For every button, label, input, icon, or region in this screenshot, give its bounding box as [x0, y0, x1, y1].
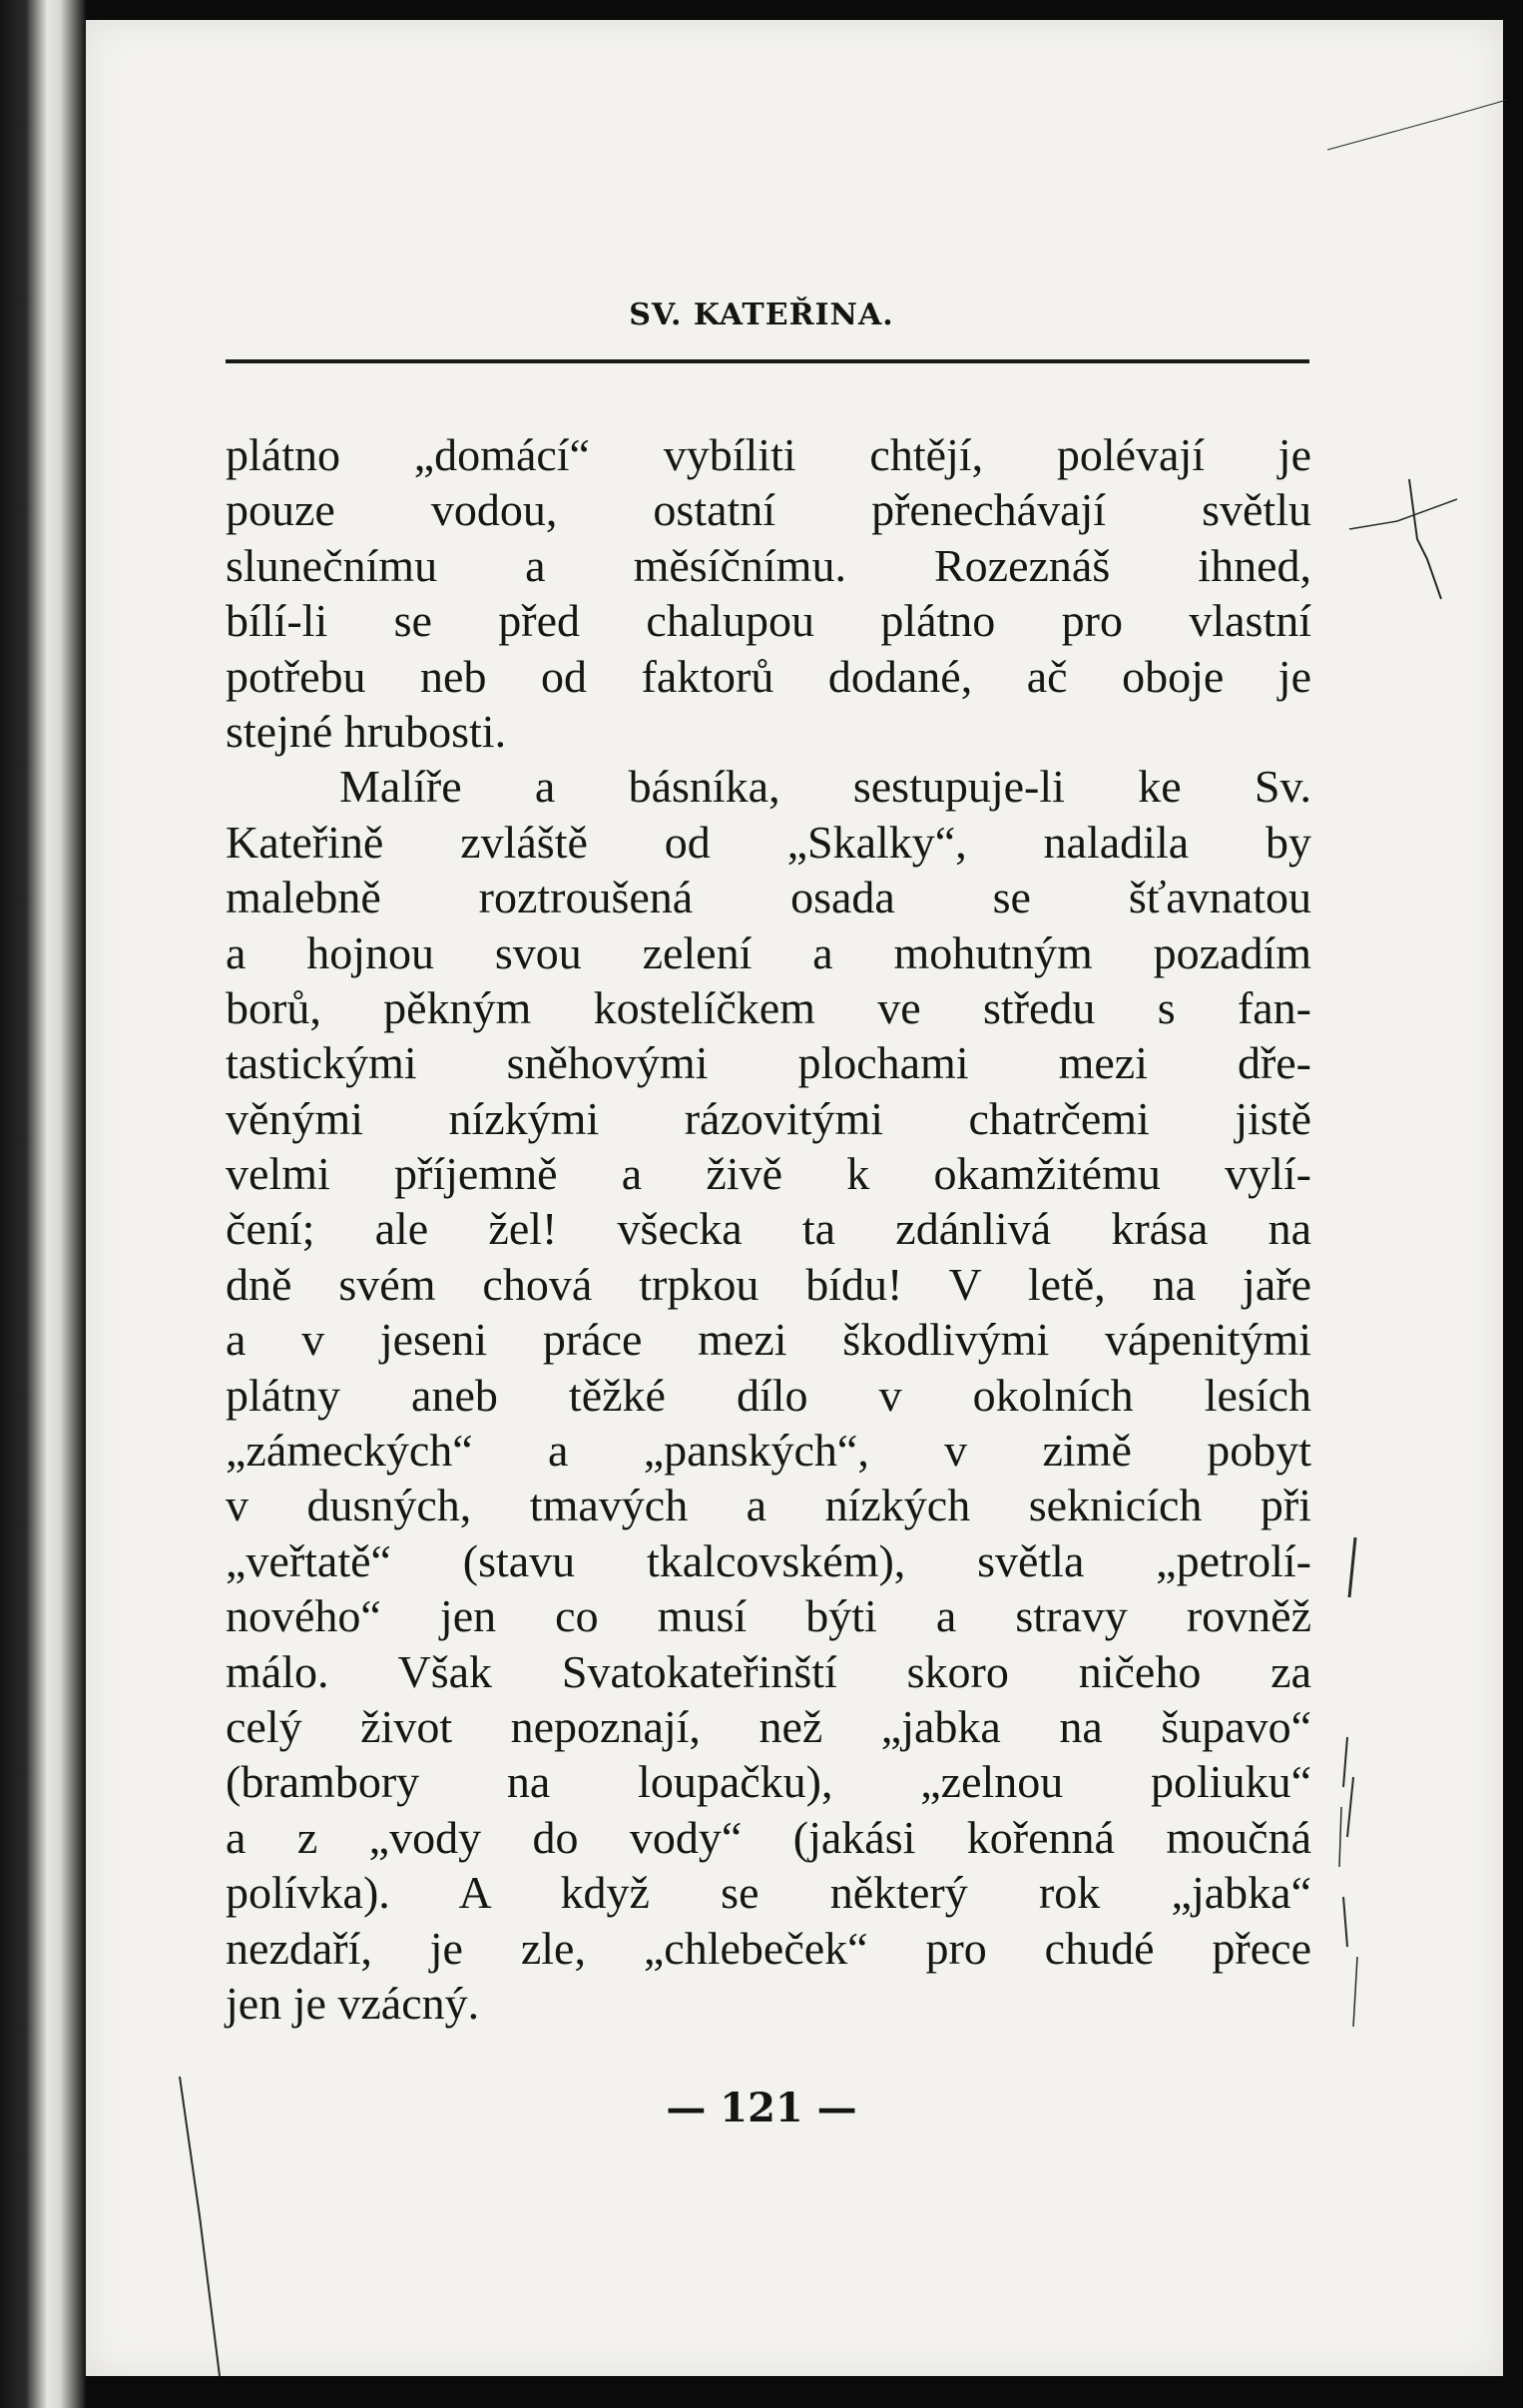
- text-line: stejné hrubosti.: [226, 705, 507, 757]
- text-line: Malíře a básníka, sestupuje-li ke Sv.: [339, 761, 1311, 813]
- header-rule: [226, 359, 1309, 363]
- text-line: a v jeseni práce mezi škodlivými vápenitými: [226, 1314, 1311, 1366]
- text-line: malebně roztroušená osada se šťavnatou: [226, 872, 1311, 923]
- text-line: čení; ale žel! všecka ta zdánlivá krása na: [226, 1203, 1311, 1255]
- text-line: jen je vzácný.: [226, 1977, 480, 2029]
- running-head: SV. KATEŘINA.: [629, 298, 894, 332]
- text-line: „veřtatě“ (stavu tkalcovském), světla „petrolí-: [226, 1534, 1311, 1586]
- text-line: a z „vody do vody“ (jakási kořenná moučná: [226, 1811, 1311, 1863]
- text-line: Kateřině zvláště od „Skalky“, naladila by: [226, 816, 1311, 868]
- text-line: polívka). A když se některý rok „jabka“: [226, 1867, 1311, 1919]
- text-line: bílí-li se před chalupou plátno pro vlastní: [226, 595, 1311, 647]
- text-line: pouze vodou, ostatní přenechávají světlu: [226, 484, 1311, 536]
- page-number: — 121 —: [666, 2085, 857, 2131]
- text-line: potřebu neb od faktorů dodané, ač oboje je: [226, 650, 1311, 702]
- text-line: málo. Však Svatokateřinští skoro ničeho za: [226, 1645, 1311, 1697]
- text-line: celý život nepoznají, než „jabka na šupavo“: [226, 1700, 1311, 1752]
- text-line: v dusných, tmavých a nízkých seknicích při: [226, 1480, 1311, 1531]
- text-line: plátno „domácí“ vybíliti chtějí, polévají je: [226, 429, 1311, 480]
- text-line: borů, pěkným kostelíčkem ve středu s fan-: [226, 981, 1311, 1033]
- text-line: dně svém chová trpkou bídu! V letě, na jaře: [226, 1258, 1311, 1310]
- text-line: nového“ jen co musí býti a stravy rovněž: [226, 1590, 1311, 1642]
- text-line: slunečnímu a měsíčnímu. Rozeznáš ihned,: [226, 539, 1311, 591]
- text-line: plátny aneb těžké dílo v okolních lesích: [226, 1369, 1311, 1421]
- text-line: (brambory na loupačku), „zelnou poliuku“: [226, 1756, 1311, 1808]
- text-line: velmi příjemně a živě k okamžitému vylí-: [226, 1148, 1311, 1200]
- text-line: tastickými sněhovými plochami mezi dře-: [226, 1037, 1311, 1089]
- text-line: „zámeckých“ a „panských“, v zimě pobyt: [226, 1425, 1311, 1477]
- text-line: a hojnou svou zelení a mohutným pozadím: [226, 926, 1311, 978]
- body-text: [226, 427, 1311, 2031]
- text-line: nezdaří, je zle, „chlebeček“ pro chudé přece: [226, 1922, 1311, 1974]
- text-line: věnými nízkými rázovitými chatrčemi jistě: [226, 1092, 1311, 1144]
